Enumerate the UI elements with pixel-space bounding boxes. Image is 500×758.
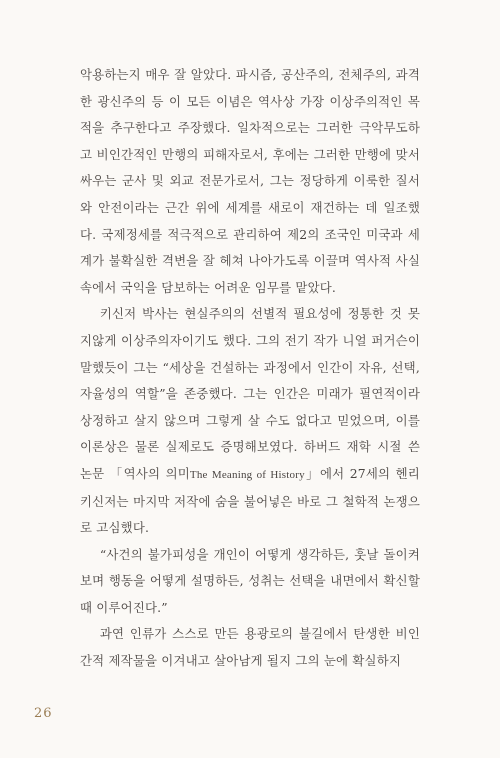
paragraph-3: 과연 인류가 스스로 만든 용광로의 불길에서 탄생한 비인간적 제작물을 이겨내고 살아남게 될지 그의 눈에 확실하지 [80, 626, 420, 669]
paragraph-2 [80, 301, 420, 541]
paragraph-2-text-b: 」에서 27세의 헨리 키신저는 마지막 저작에 숨을 불어넣은 바로 그 철학적 논쟁으로 고심했다. [80, 465, 420, 536]
quotation: “사건의 불가피성을 개인이 어떻게 생각하든, 훗날 돌이켜보며 행동을 어떻게 설명하든, 성취는 선택을 내면에서 확신할 때 이루어진다.” [80, 546, 420, 615]
paragraph-2-text-a: 키신저 박사는 현실주의의 선별적 필요성에 정통한 것 못지않게 이상주의자이기도 했다. 그의 전기 작가 니얼 퍼거슨이 말했듯이 그는 “세상을 건설하는 과정에서 인간이 자유, 선택, 자율성의 역할”을 존중했다. 그는 인간은 미래가 필연적이라 상정하고 살지 않으며 그렇게 살 수도 없다고 믿었으며, 이를 이론상은 물론 실제로도 증명해보였다. 하버드 재학 시절 쓴 논문 「역사의 의미 [80, 306, 420, 481]
page-number: 26 [34, 706, 53, 721]
paper-title-english: The Meaning of History [189, 468, 305, 481]
paragraph-1: 악용하는지 매우 잘 알았다. 파시즘, 공산주의, 전체주의, 과격한 광신주의 등 이 모든 이념은 역사상 가장 이상주의적인 목적을 추구한다고 주장했다. 일차적으로는 그러한 극악무도하고 비인간적인 만행의 피해자로서, 후에는 그러한 만행에 맞서 싸우는 군사 및 외교 전문가로서, 그는 정당하게 이룩한 질서와 안전이라는 근간 위에 세계를 새로이 재건하는 데 일조했다. 국제정세를 적극적으로 관리하여 제2의 조국인 미국과 세계가 불확실한 격변을 잘 헤쳐 나아가도록 이끌며 역사적 사실 속에서 국익을 담보하는 어려운 임무를 맡았다. [80, 67, 420, 295]
body-text [80, 62, 420, 675]
